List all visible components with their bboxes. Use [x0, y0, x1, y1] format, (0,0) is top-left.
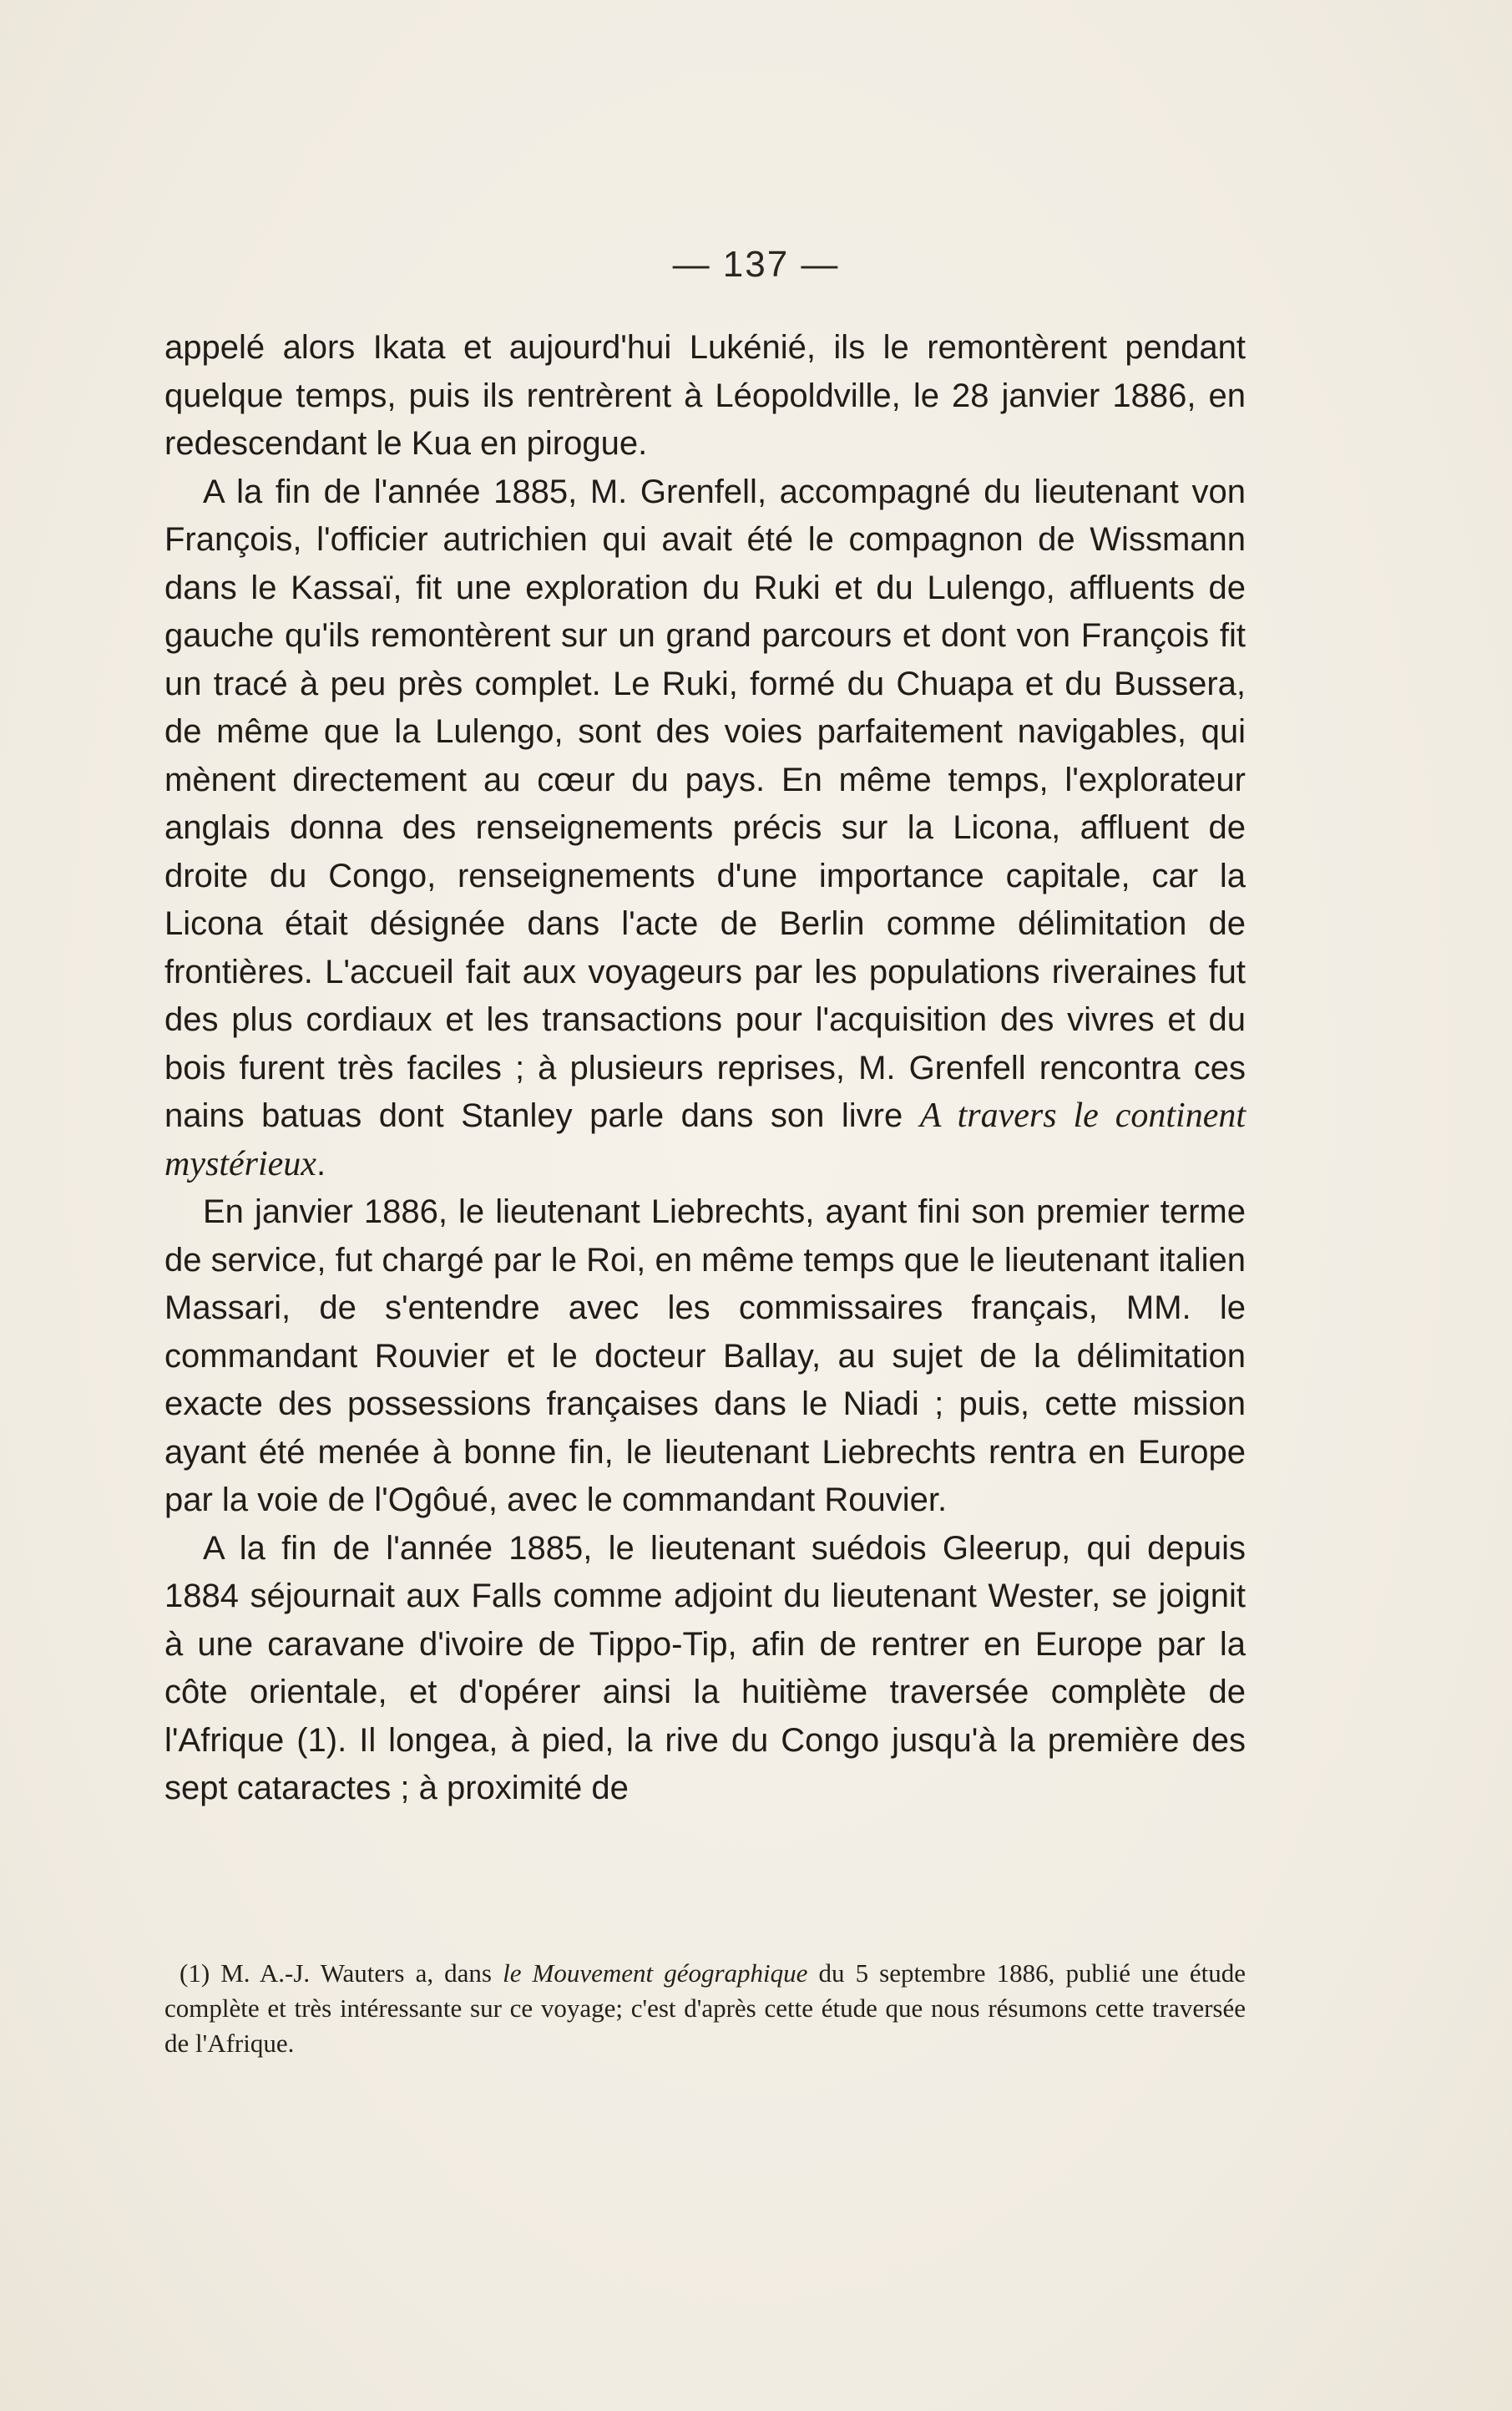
- paragraph-text: A la fin de l'année 1885, M. Grenfell, accompagné du lieutenant von François, l'officier autrichien qui avait été le compagnon de Wissmann dans le Kassaï, fit une exploration du Ruki et du Lulengo, affluents de gauche qu'ils remontèrent sur un grand parcours et dont von François fit un tracé à peu près complet. Le Ruki, formé du Chuapa et du Bussera, de même que la Lulengo, sont des voies parfaitement navigables, qui mènent directement au cœur du pays. En même temps, l'explorateur anglais donna des renseignements précis sur la Licona, affluent de droite du Congo, renseignements d'une importance capitale, car la Licona était désignée dans l'acte de Berlin comme délimitation de frontières. L'accueil fait aux voyageurs par les populations riveraines fut des plus cordiaux et les transactions pour l'acquisition des vivres et du bois furent très faciles ; à plusieurs reprises, M. Grenfell rencontra ces nains batuas dont Stanley parle dans son livre: [164, 473, 1246, 1134]
- body-text: [164, 324, 1246, 1813]
- paragraph-grenfell-exploration: [164, 469, 1246, 1189]
- journal-title: le Mouvement géographique: [503, 1958, 808, 1988]
- footnote-text: [164, 1956, 1246, 2061]
- paragraph-continued: appelé alors Ikata et aujourd'hui Lukénié, ils le remontèrent pendant quelque temps, puis ils rentrèrent à Léopoldville, le 28 janvier 1886, en redescendant le Kua en pirogue.: [164, 329, 1246, 462]
- footnote-text-start: (1) M. A.-J. Wauters a, dans: [180, 1958, 503, 1988]
- page-number: — 137 —: [672, 244, 840, 285]
- paragraph-gleerup: A la fin de l'année 1885, le lieutenant suédois Gleerup, qui depuis 1884 séjournait aux Falls comme adjoint du lieutenant Wester, se joignit à une caravane d'ivoire de Tippo-Tip, afin de rentrer en Europe par la côte orientale, et d'opérer ainsi la huitième traversée complète de l'Afrique (1). Il longea, à pied, la rive du Congo jusqu'à la première des sept cataractes ; à proximité de: [164, 1529, 1246, 1806]
- paragraph-text-end: .: [316, 1145, 326, 1183]
- footnote: [164, 1956, 1246, 2061]
- footnote-text-end: du 5 septembre 1886, publié une étude complète et très intéressante sur ce voyage; c'est d'après cette étude que nous résumons cette traversée de l'Afrique.: [164, 1958, 1246, 2058]
- paragraph-liebrechts: En janvier 1886, le lieutenant Liebrechts, ayant fini son premier terme de service, fut chargé par le Roi, en même temps que le lieutenant italien Massari, de s'entendre avec les commissaires français, MM. le commandant Rouvier et le docteur Ballay, au sujet de la délimitation exacte des possessions françaises dans le Niadi ; puis, cette mission ayant été menée à bonne fin, le lieutenant Liebrechts rentra en Europe par la voie de l'Ogôué, avec le commandant Rouvier.: [164, 1193, 1246, 1518]
- book-title: A travers le continent mystérieux: [164, 1097, 1247, 1183]
